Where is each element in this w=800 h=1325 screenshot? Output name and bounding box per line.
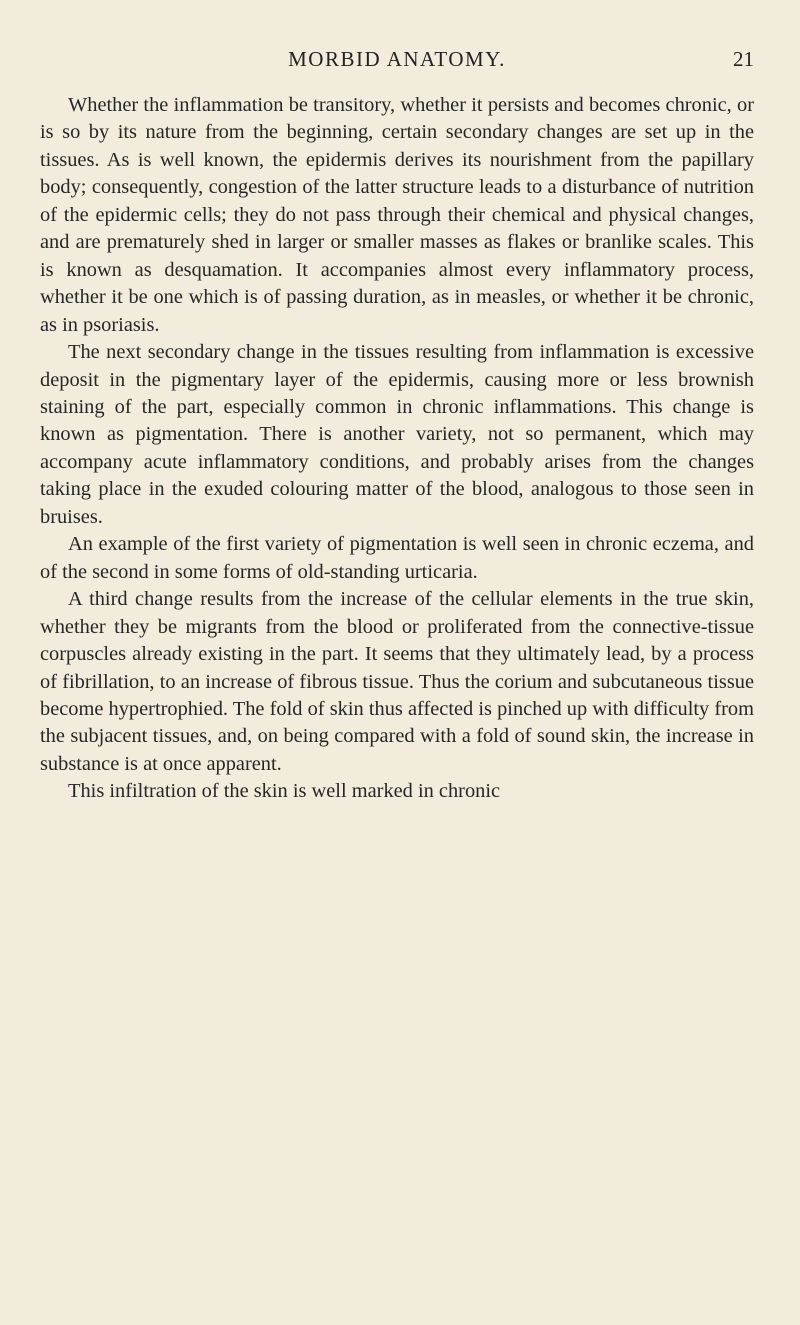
paragraph-hypertrophy: A third change results from the increase of the cellular elements in the true skin, whether they be migrants from the blood or proliferated from the connective-tissue corpuscles already existing in the part. It seems that they ultimately lead, by a process of fibrillation, to an increase of fibrous tissue. Thus the corium and subcutaneous tissue become hypertrophied. The fold of skin thus affected is pinched up with difficulty from the subjacent tissues, and, on being compared with a fold of sound skin, the increase in substance is at once apparent. bbox=[40, 588, 754, 775]
page-header bbox=[40, 47, 754, 77]
paragraph-desquamation: Whether the inflammation be transitory, whether it persists and becomes chronic, or is so by its nature from the beginning, certain secondary changes are set up in the tissues. As is well known, the epidermis derives its nourishment from the papillary body; consequently, congestion of the latter structure leads to a disturbance of nutrition of the epidermic cells; they do not pass through their chemical and physical changes, and are prematurely shed in larger or smaller masses as flakes or branlike scales. This is known as desquamation. It accompanies almost every inflammatory process, whether it be one which is of passing duration, as in measles, or whether it be chronic, as in psoriasis. bbox=[40, 94, 754, 336]
paragraph-pigmentation-examples: An example of the first variety of pigmentation is well seen in chronic eczema, and of the second in some forms of old-standing urticaria. bbox=[40, 533, 754, 583]
running-head: MORBID ANATOMY. bbox=[288, 47, 506, 71]
body-text bbox=[40, 92, 754, 806]
page-number: 21 bbox=[733, 47, 754, 71]
paragraph-pigmentation: The next secondary change in the tissues resulting from inflammation is excessive deposit in the pigmentary layer of the epidermis, causing more or less brownish staining of the part, especially common in chronic inflammations. This change is known as pigmentation. There is another variety, not so permanent, which may accompany acute inflammatory conditions, and probably arises from the changes taking place in the exuded colouring matter of the blood, analogous to those seen in bruises. bbox=[40, 341, 754, 528]
paragraph-infiltration: This infiltration of the skin is well marked in chronic bbox=[68, 780, 501, 803]
